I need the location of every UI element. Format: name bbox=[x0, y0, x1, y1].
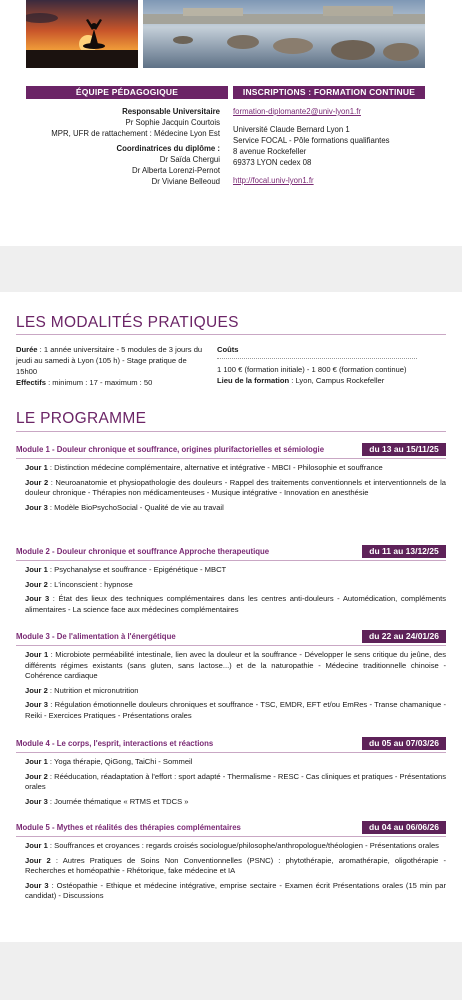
resp-name: Pr Sophie Jacquin Courtois bbox=[125, 118, 220, 127]
day-text: : Psychanalyse et souffrance - Epigénétique - MBCT bbox=[47, 565, 227, 574]
module-title: Module 3 - De l'alimentation à l'énergétique bbox=[16, 632, 176, 641]
resp-label: Responsable Universitaire bbox=[122, 107, 220, 116]
module-title: Module 5 - Mythes et réalités des thérapies complémentaires bbox=[16, 823, 241, 832]
day-1 bbox=[16, 841, 446, 852]
day-text: : Yoga thérapie, QiGong, TaiChi - Sommeil bbox=[47, 757, 193, 766]
day-label: Jour 2 bbox=[25, 579, 48, 589]
duree-text: : 1 année universitaire - 5 modules de 3 jours du jeudi au samedi à Lyon (105 h) - Stage pratique de 15h00 bbox=[16, 345, 203, 376]
day-label: Jour 3 bbox=[25, 700, 48, 709]
module-dates: du 11 au 13/12/25 bbox=[362, 545, 446, 558]
website-link[interactable]: http://focal.univ-lyon1.fr bbox=[233, 176, 314, 185]
module-1 bbox=[16, 443, 446, 517]
modalites-left bbox=[16, 344, 206, 388]
programme-title: LE PROGRAMME bbox=[16, 410, 147, 427]
day-text: : Modèle BioPsychoSocial - Qualité de vie au travail bbox=[47, 502, 224, 512]
address-line-2: Service FOCAL - Pôle formations qualifiantes bbox=[233, 136, 390, 145]
couts-label: Coûts bbox=[217, 345, 239, 354]
day-text: : Régulation émotionnelle douleurs chroniques et souffrance - TSC, EMDR, EFT et/ou EmRes - Transe chamanique - Reiki - Exercices Pratiques - Présentations orales bbox=[25, 700, 446, 720]
module-5 bbox=[16, 821, 446, 906]
yoga-sunset-image bbox=[26, 0, 138, 68]
inscriptions-header: INSCRIPTIONS : FORMATION CONTINUE bbox=[233, 86, 425, 99]
couts-text: 1 100 € (formation initiale) - 1 800 € (formation continue) bbox=[217, 365, 407, 374]
resp-role: MPR, UFR de rattachement : Médecine Lyon Est bbox=[51, 129, 220, 138]
address-line-3: 8 avenue Rockefeller bbox=[233, 147, 307, 156]
module-divider bbox=[16, 560, 446, 561]
day-text: : Ostéopathie - Ethique et médecine intégrative, emprise sectaire - Examen écrit Présentations orales (15 min par candidat) - Discussions bbox=[25, 880, 446, 900]
day-3 bbox=[16, 503, 446, 514]
duree-label: Durée bbox=[16, 345, 38, 354]
module-title: Module 2 - Douleur chronique et souffrance Approche therapeutique bbox=[16, 547, 270, 556]
modalites-divider bbox=[16, 334, 446, 335]
day-text: : Distinction médecine complémentaire, alternative et intégrative - MBCI - Philosophie et souffrance bbox=[47, 463, 383, 472]
module-dates: du 22 au 24/01/26 bbox=[362, 630, 446, 643]
effectifs-text: : minimum : 17 - maximum : 50 bbox=[45, 378, 153, 387]
coordinator-3: Dr Viviane Belleoud bbox=[151, 177, 220, 186]
day-label: Jour 2 bbox=[25, 685, 48, 695]
day-label: Jour 2 bbox=[25, 855, 51, 865]
day-text: : État des lieux des techniques complémentaires dans les centres anti-douleurs - Automédication, compléments alimentaires - La science face aux médecines complémentaires bbox=[25, 594, 447, 614]
coord-label: Coordinatrices du diplôme : bbox=[116, 144, 220, 153]
module-3 bbox=[16, 630, 446, 725]
lieu-label: Lieu de la formation bbox=[217, 376, 290, 385]
day-label: Jour 3 bbox=[25, 796, 48, 806]
couts-dotline bbox=[217, 355, 417, 359]
lyon-riverside-image bbox=[143, 0, 425, 68]
day-label: Jour 3 bbox=[25, 880, 49, 890]
day-label: Jour 1 bbox=[25, 757, 48, 766]
day-2 bbox=[16, 772, 446, 793]
module-divider bbox=[16, 458, 446, 459]
module-4 bbox=[16, 737, 446, 811]
day-3 bbox=[16, 797, 446, 808]
email-link[interactable]: formation-diplomante2@univ-lyon1.fr bbox=[233, 107, 361, 116]
module-divider bbox=[16, 645, 446, 646]
team-block bbox=[22, 106, 220, 187]
address-line-4: 69373 LYON cedex 08 bbox=[233, 158, 312, 167]
day-2 bbox=[16, 686, 446, 697]
address-line-1: Université Claude Bernard Lyon 1 bbox=[233, 125, 350, 134]
day-text: : Microbiote perméabilité intestinale, lien avec la douleur et la souffrance - Développer le sens critique du jeûne, des différents régimes existants (sans gluten, sans lactose...) et de la naturopathie - Médecine traditionnelle chinoise - Cohérence cardiaque bbox=[25, 650, 446, 680]
day-1 bbox=[16, 650, 446, 682]
module-divider bbox=[16, 836, 446, 837]
day-1 bbox=[16, 565, 446, 576]
module-2 bbox=[16, 545, 446, 619]
day-2 bbox=[16, 856, 446, 877]
coordinator-1: Dr Saïda Chergui bbox=[159, 155, 220, 164]
programme-divider bbox=[16, 431, 446, 432]
module-divider bbox=[16, 752, 446, 753]
day-1 bbox=[16, 463, 446, 474]
module-dates: du 05 au 07/03/26 bbox=[362, 737, 446, 750]
day-text: : Neuroanatomie et physiopathologie des douleurs - Rappel des traitements conventionnels et interventionnels de la douleur chronique - Thérapies non médicamenteuses - Musique intégrative - Innovation en anesthésie bbox=[25, 477, 446, 497]
effectifs-label: Effectifs bbox=[16, 378, 46, 387]
day-text: : Autres Pratiques de Soins Non Conventionnelles (PSNC) : phytothérapie, aromathérapie, oligothérapie - Recherches et homéopathie - Rhétorique, fake médecine et IA bbox=[25, 855, 446, 875]
day-label: Jour 3 bbox=[25, 594, 50, 603]
day-label: Jour 1 bbox=[25, 463, 48, 472]
coordinator-2: Dr Alberta Lorenzi-Pernot bbox=[132, 166, 220, 175]
module-title: Module 1 - Douleur chronique et souffrance, origines plurifactorielles et sémiologie bbox=[16, 445, 325, 454]
lieu-text: : Lyon, Campus Rockefeller bbox=[289, 376, 385, 385]
day-3 bbox=[16, 881, 446, 902]
day-3 bbox=[16, 700, 446, 721]
day-label: Jour 2 bbox=[25, 771, 48, 781]
day-text: : Rééducation, réadaptation à l'effort : sport adapté - Thermalisme - RESC - Cas cliniques et pratiques - Présentations orales bbox=[25, 771, 446, 791]
day-text: : L'inconscient : hypnose bbox=[47, 579, 133, 589]
day-label: Jour 1 bbox=[25, 650, 49, 659]
module-dates: du 04 au 06/06/26 bbox=[362, 821, 446, 834]
module-title: Module 4 - Le corps, l'esprit, interactions et réactions bbox=[16, 739, 214, 748]
day-3 bbox=[16, 594, 446, 615]
contact-block bbox=[233, 106, 438, 186]
day-2 bbox=[16, 580, 446, 591]
day-1 bbox=[16, 757, 446, 768]
day-text: : Souffrances et croyances : regards croisés sociologue/philosophe/anthropologue/théologien - Présentations orales bbox=[47, 841, 439, 850]
day-text: : Journée thématique « RTMS et TDCS » bbox=[47, 796, 189, 806]
day-text: : Nutrition et micronutrition bbox=[47, 685, 139, 695]
module-dates: du 13 au 15/11/25 bbox=[362, 443, 446, 456]
modalites-title: LES MODALITÉS PRATIQUES bbox=[16, 314, 239, 331]
day-label: Jour 2 bbox=[25, 477, 49, 487]
day-label: Jour 1 bbox=[25, 841, 48, 850]
day-label: Jour 3 bbox=[25, 502, 48, 512]
day-label: Jour 1 bbox=[25, 565, 48, 574]
modalites-right bbox=[217, 344, 447, 386]
day-2 bbox=[16, 478, 446, 499]
team-header: ÉQUIPE PÉDAGOGIQUE bbox=[26, 86, 228, 99]
